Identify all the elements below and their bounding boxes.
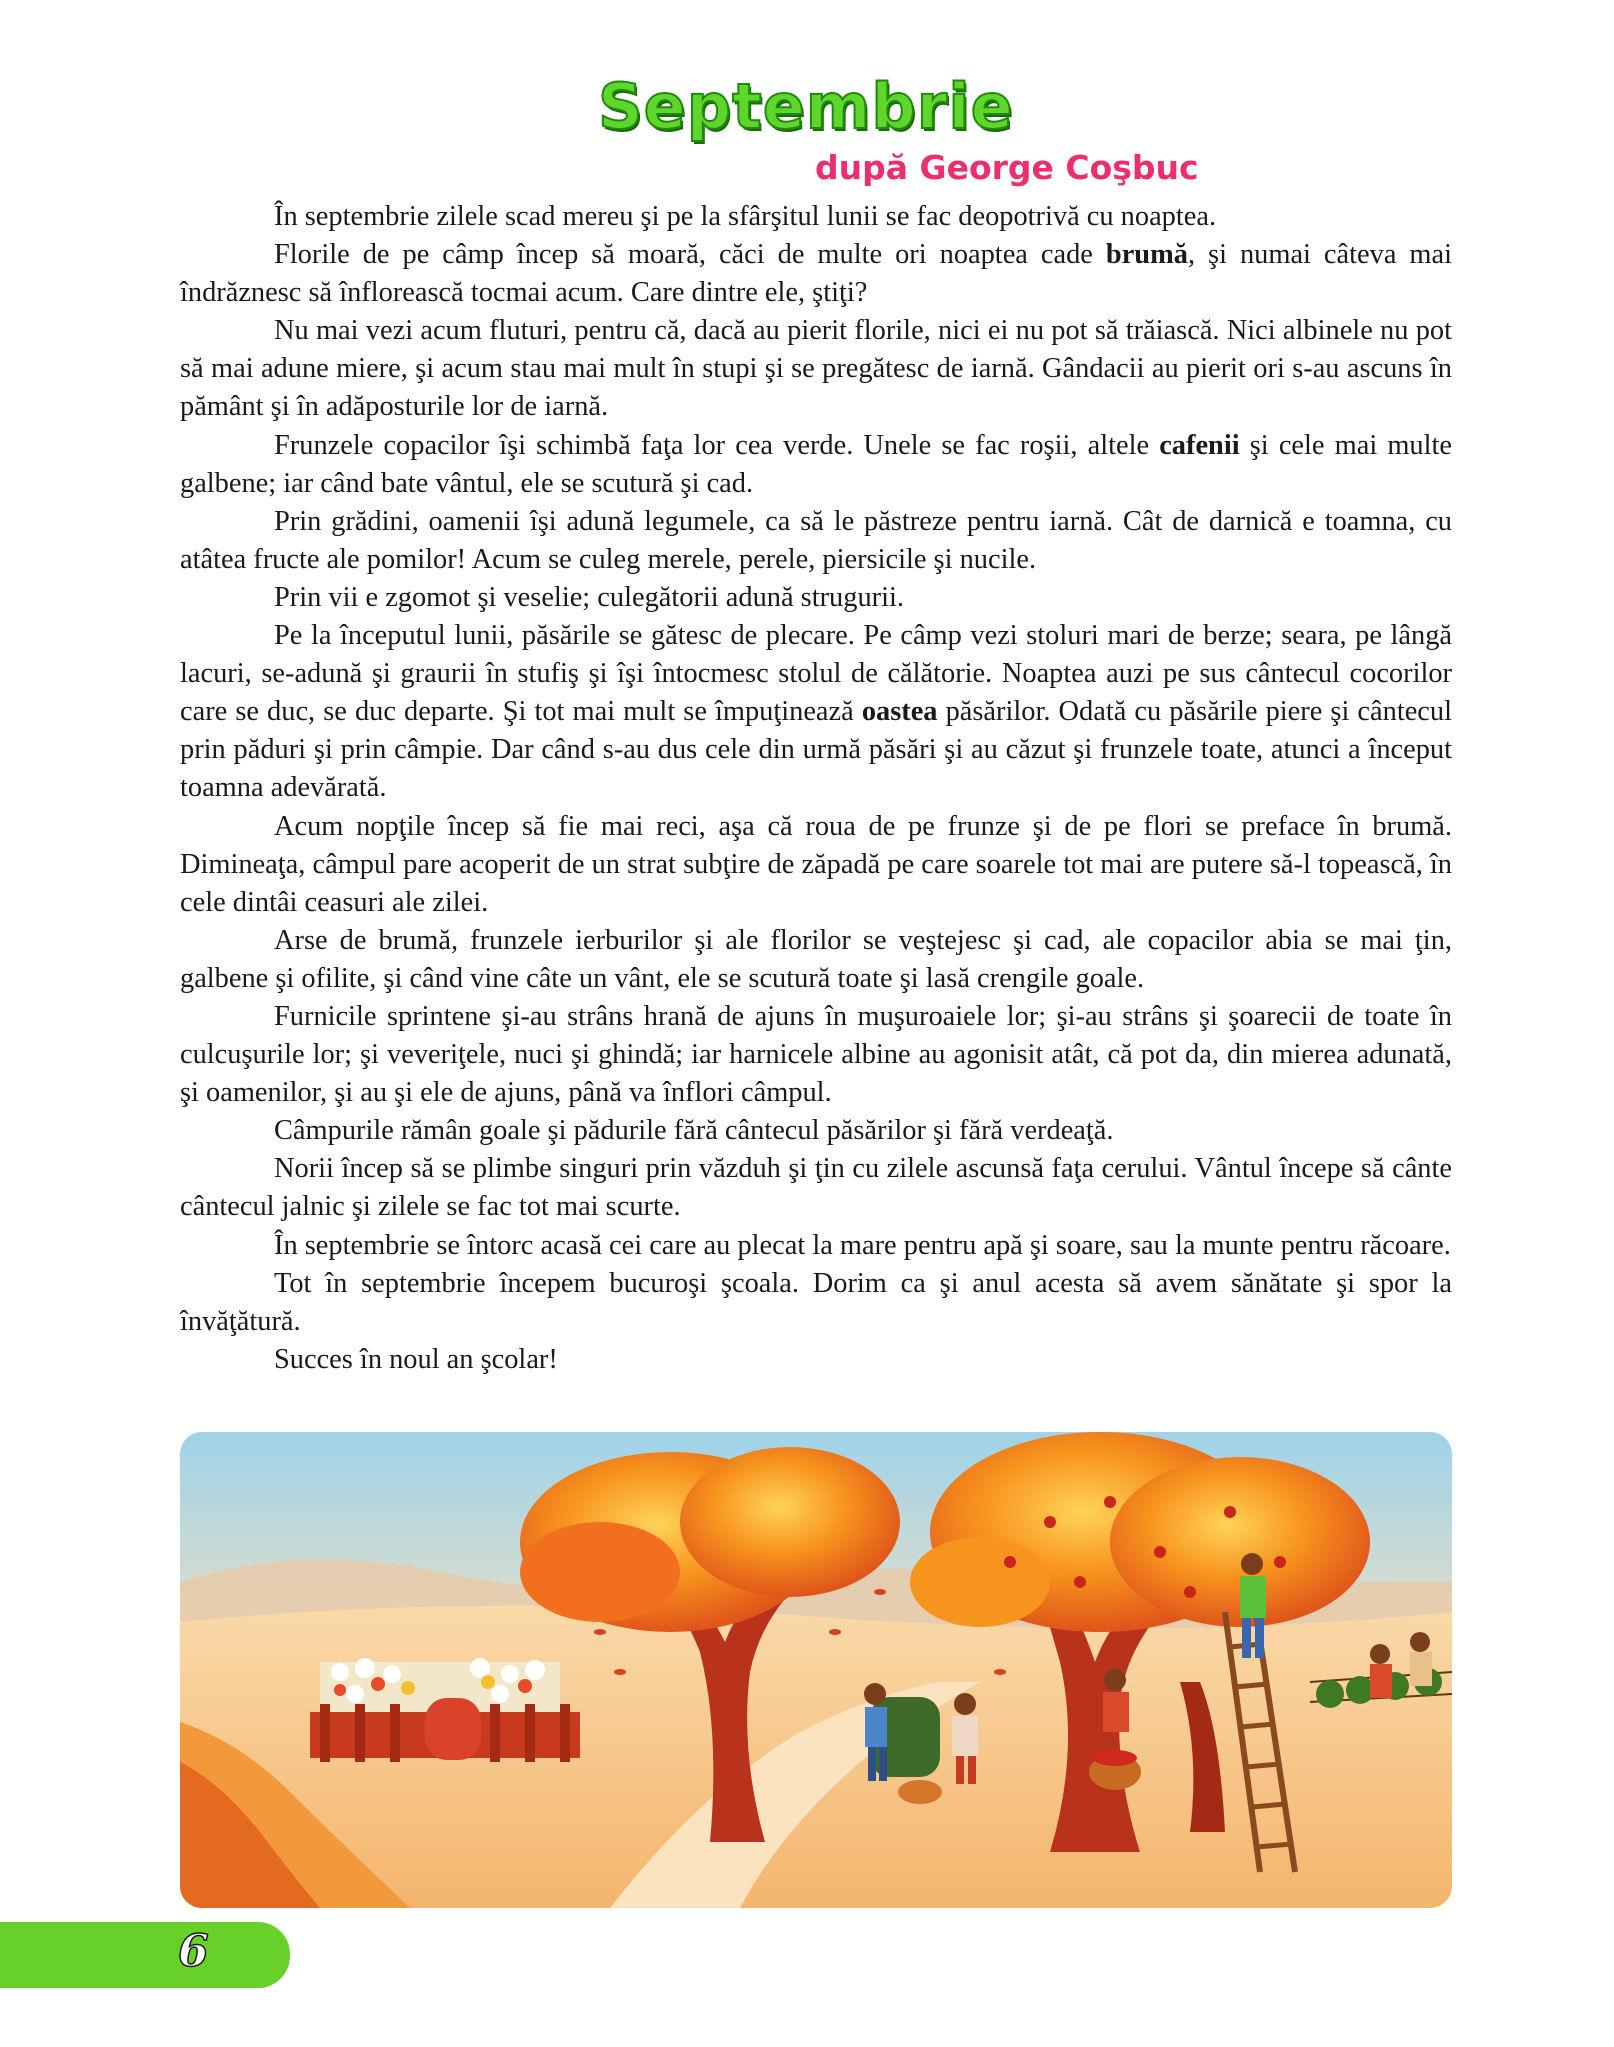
story-paragraph — [180, 312, 1452, 426]
text-run: Prin vii e zgomot şi veselie; culegătorii adună strugurii. — [274, 581, 904, 613]
story-paragraph — [180, 503, 1452, 579]
bold-term: oastea — [861, 696, 938, 728]
page-number-tab — [0, 1922, 290, 1988]
story-paragraph — [180, 998, 1452, 1112]
text-run: şi cele mai multe galbene; iar când bate vântul, ele se scutură şi cad. — [180, 429, 1452, 499]
story-paragraph — [180, 579, 1452, 617]
bold-term: cafenii — [1159, 429, 1240, 461]
author-subtitle: după George Coşbuc — [815, 148, 1199, 187]
story-paragraph — [180, 808, 1452, 922]
story-paragraph — [180, 1341, 1452, 1379]
story-paragraph — [180, 1265, 1452, 1341]
text-run: Acum nopţile încep să fie mai reci, aşa că roua de pe frunze şi de pe flori se preface în brumă. Dimineaţa, câmpul pare acoperit de un strat subţire de zăpadă pe care soarele tot mai are putere să-l topească, în cele dintâi ceasuri ale zilei. — [180, 810, 1452, 918]
text-run: În septembrie zilele scad mereu şi pe la sfârşitul lunii se fac deopotrivă cu noaptea. — [274, 201, 1217, 232]
text-run: Furnicile sprintene şi-au strâns hrană de ajuns în muşuroaiele lor; şi-au strâns şi şoarecii de toate în culcuşurile lor; şi veveriţele, nuci şi ghindă; iar harnicele albine au agonisit atât, că pot da, din mierea adunată, şi oamenilor, şi au şi ele de ajuns, până va înflori câmpul. — [180, 1000, 1452, 1109]
text-run: Prin grădini, oamenii îşi adună legumele, ca să le păstreze pentru iarnă. Cât de darnică e toamna, cu atâtea fructe ale pomilor! Acum se culeg merele, perele, piersicile şi nucile. — [180, 505, 1452, 575]
story-paragraph — [180, 922, 1452, 998]
text-run: Pe la începutul lunii, păsările se gătesc de plecare. Pe câmp vezi stoluri mari de berze; seara, pe lângă lacuri, se-adună şi graurii în stufiş şi îşi întocmesc stolul de călătorie. Noaptea auzi pe sus cântecul cocorilor care se duc, se duc departe. Şi tot mai mult se împuţinează — [180, 620, 1452, 728]
story-paragraph — [180, 1112, 1452, 1150]
text-run: În septembrie se întorc acasă cei care au plecat la mare pentru apă şi soare, sau la munte pentru răcoare. — [274, 1229, 1451, 1261]
text-run: Arse de brumă, frunzele ierburilor şi ale florilor se veştejesc şi cad, ale copacilor abia se mai ţin, galbene şi ofilite, şi când vine câte un vânt, ele se scutură toate şi lasă crengile goale. — [180, 924, 1452, 994]
flower-garden — [310, 1658, 580, 1762]
text-run: Nu mai vezi acum fluturi, pentru că, dacă au pierit florile, nici ei nu pot să trăiască. Nici albinele nu pot să mai adune miere, şi acum stau mai mult în stupi şi se pregătesc de iarnă. Gândacii au pierit ori s-au ascuns în pământ şi în adăposturile lor de iarnă. — [180, 315, 1452, 423]
text-run: Frunzele copacilor îşi schimbă faţa lor cea verde. Unele se fac roşii, altele — [274, 429, 1160, 461]
text-run: Câmpurile rămân goale şi pădurile fără cântecul păsărilor şi fără verdeaţă. — [274, 1115, 1114, 1147]
story-paragraph — [180, 1150, 1452, 1226]
illustration-drawing — [180, 1432, 1452, 1908]
story-text — [180, 198, 1452, 1379]
page-title: Septembrie — [598, 70, 1014, 143]
autumn-harvest-illustration — [180, 1432, 1452, 1908]
story-paragraph — [180, 236, 1452, 312]
page-number: 6 — [178, 1926, 209, 1977]
story-paragraph — [180, 1227, 1452, 1265]
text-run: Norii încep să se plimbe singuri prin văzduh şi ţin cu zilele ascunsă faţa cerului. Vântul începe să cânte cântecul jalnic şi zilele se fac tot mai scurte. — [180, 1153, 1452, 1223]
text-run: Florile de pe câmp încep să moară, căci de multe ori noaptea cade — [274, 239, 1106, 271]
story-paragraph — [180, 617, 1452, 807]
bold-term: brumă — [1105, 239, 1188, 271]
story-paragraph — [180, 427, 1452, 503]
text-run: Tot în septembrie începem bucuroşi şcoala. Dorim ca şi anul acesta să avem sănătate şi spor la învăţătură. — [180, 1267, 1452, 1337]
text-run: Succes în noul an şcolar! — [274, 1343, 558, 1375]
text-run: , şi numai câteva mai îndrăznesc să înflorească tocmai acum. Care dintre ele, ştiţi? — [180, 239, 1452, 309]
text-run: păsărilor. Odată cu păsările piere şi cântecul prin păduri şi prin câmpie. Dar când s-au dus cele din urmă păsări şi au căzut şi frunzele toate, atunci a început toamna adevărată. — [180, 696, 1452, 804]
story-paragraph — [180, 198, 1452, 236]
